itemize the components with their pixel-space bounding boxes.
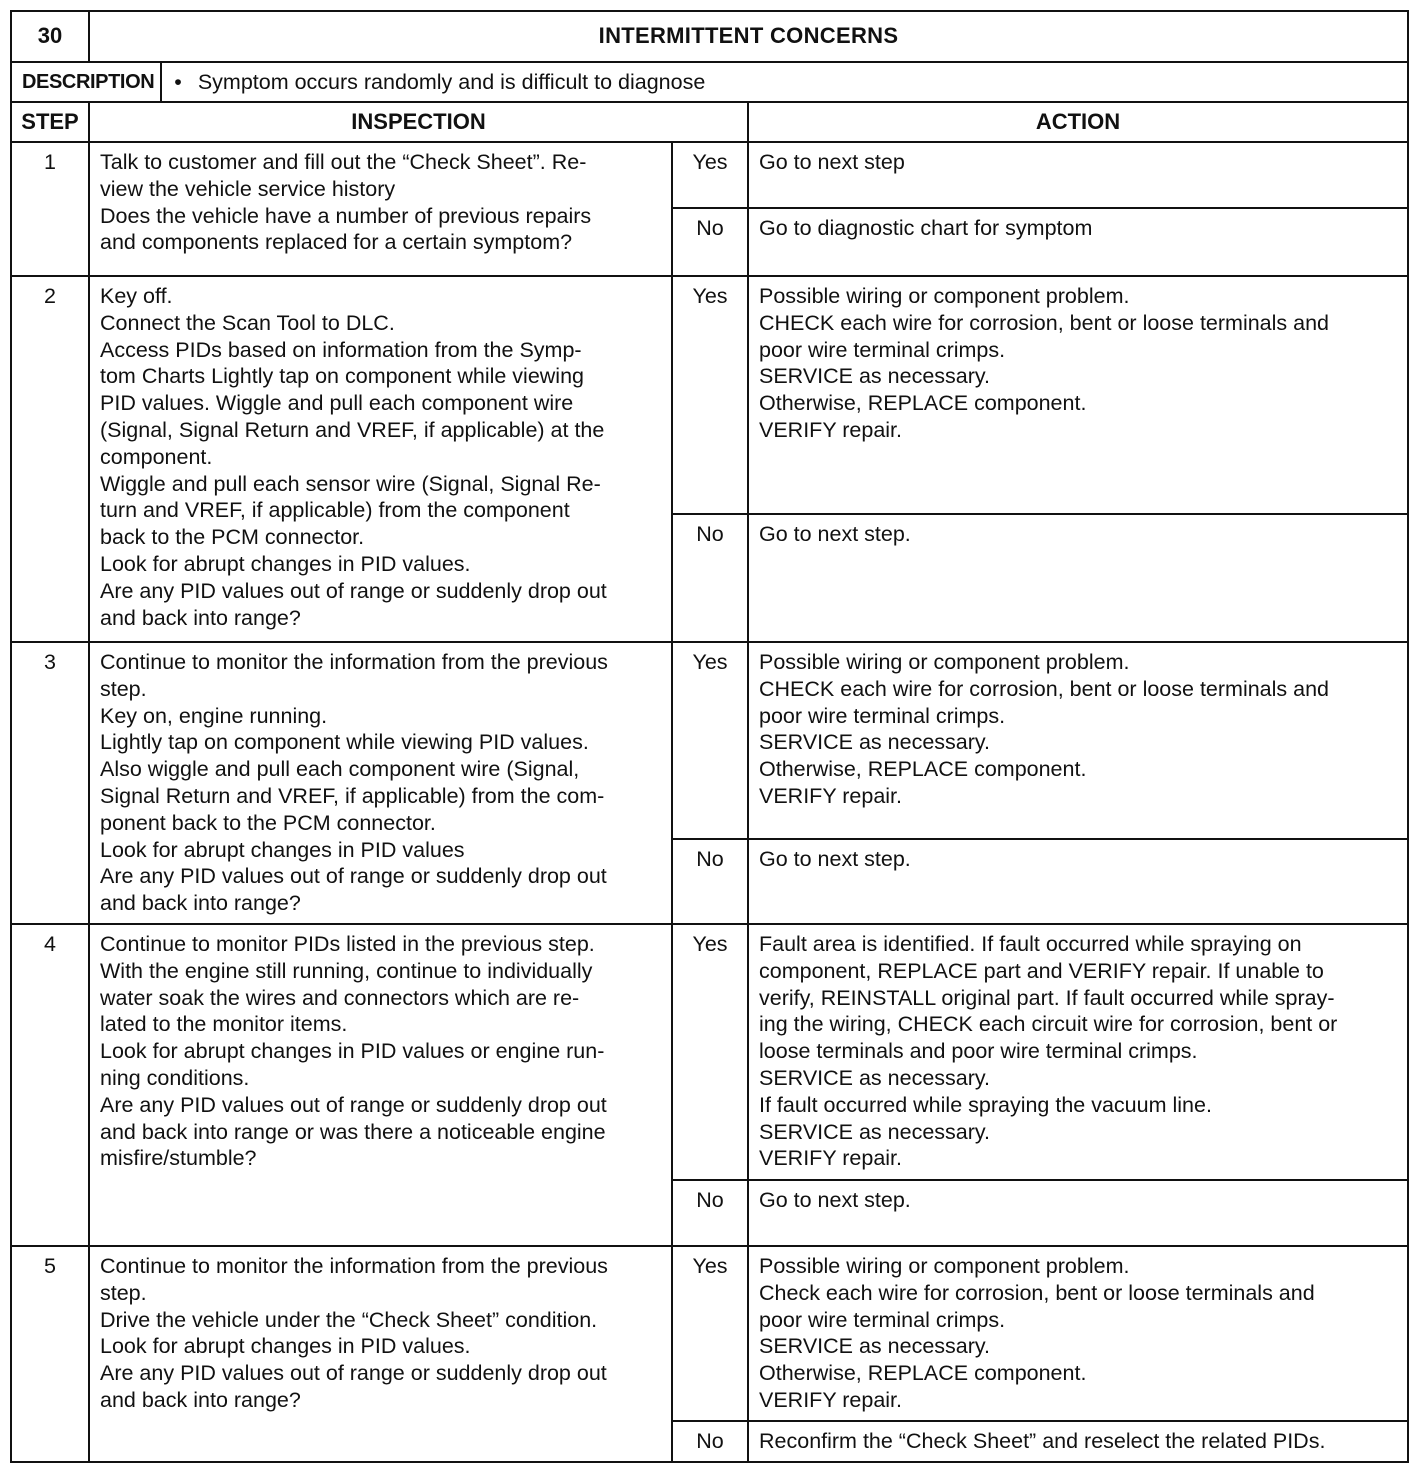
inspection-line: lated to the monitor items. [100,1012,348,1037]
inspection-line: and back into range? [100,1387,301,1412]
description-text: Symptom occurs randomly and is difficult to diagnose [197,69,706,94]
action-line: poor wire terminal crimps. [759,703,1006,728]
action-line: SERVICE as necessary. [759,1334,991,1359]
inspection-line: ponent back to the PCM connector. [100,810,436,835]
inspection-line: tom Charts Lightly tap on component while viewing [100,364,585,389]
inspection-line: Are any PID values out of range or suddenly drop out [100,1361,607,1386]
inspection-line: Lightly tap on component while viewing PID values. [100,730,589,755]
inspection-line: Key on, engine running. [100,703,328,728]
action-line: Go to diagnostic chart for symptom [759,216,1093,240]
column-header-row [11,102,1408,142]
inspection-line: (Signal, Signal Return and VREF, if applicable) at the [100,417,605,442]
no-action [748,514,1408,642]
action-line: VERIFY repair. [759,1146,902,1171]
inspection-line: and back into range? [100,891,301,916]
inspection-line: Access PIDs based on information from the Symp- [100,337,582,362]
inspection-line: Drive the vehicle under the “Check Sheet” condition. [100,1307,598,1332]
action-line: Go to next step. [759,522,911,546]
step-row-yes [11,642,1408,839]
inspection-line: water soak the wires and connectors which are re- [100,985,580,1010]
action-line: VERIFY repair. [759,1387,902,1412]
yes-label: Yes [672,142,748,208]
step-number: 1 [11,142,89,276]
column-header-step: STEP [11,102,89,142]
inspection-line: back to the PCM connector. [100,525,365,550]
diagnostic-table [10,10,1409,1463]
step-row-yes [11,1246,1408,1421]
yes-action [748,1246,1408,1421]
step-number: 5 [11,1246,89,1462]
description-label: DESCRIPTION [12,63,162,101]
step-inspection [89,1246,672,1462]
action-line: Otherwise, REPLACE component. [759,1361,1087,1386]
action-line: component, REPLACE part and VERIFY repair. If unable to [759,958,1324,983]
inspection-line: Are any PID values out of range or suddenly drop out [100,578,607,603]
action-line: SERVICE as necessary. [759,1065,991,1090]
action-line: VERIFY repair. [759,417,902,442]
action-line: SERVICE as necessary. [759,364,991,389]
action-line: ing the wiring, CHECK each circuit wire for corrosion, bent or [759,1012,1338,1037]
description-row [11,62,1408,102]
yes-label: Yes [672,642,748,839]
yes-label: Yes [672,276,748,514]
inspection-line: Wiggle and pull each sensor wire (Signal, Signal Re- [100,471,601,496]
step-inspection [89,276,672,642]
yes-action [748,142,1408,208]
action-line: Reconfirm the “Check Sheet” and reselect the related PIDs. [759,1428,1326,1453]
inspection-line: Are any PID values out of range or suddenly drop out [100,864,607,889]
action-line: If fault occurred while spraying the vacuum line. [759,1092,1212,1117]
inspection-line: Does the vehicle have a number of previous repairs [100,203,592,228]
inspection-line: Talk to customer and fill out the “Check Sheet”. Re- [100,150,587,174]
step-inspection [89,142,672,276]
inspection-line: turn and VREF, if applicable) from the component [100,498,570,523]
action-line: Possible wiring or component problem. [759,650,1130,674]
step-row-yes [11,276,1408,514]
no-label: No [672,839,748,924]
diagnostic-document [10,10,1407,1463]
action-line: Go to next step [759,150,905,174]
step-number: 2 [11,276,89,642]
inspection-line: ning conditions. [100,1065,250,1090]
inspection-line: Look for abrupt changes in PID values [100,837,465,862]
action-line: CHECK each wire for corrosion, bent or loose terminals and [759,676,1330,701]
no-action [748,208,1408,276]
inspection-line: and components replaced for a certain symptom? [100,230,573,255]
chart-number: 30 [11,11,89,62]
yes-action [748,924,1408,1180]
title-row [11,11,1408,62]
action-line: loose terminals and poor wire terminal crimps. [759,1039,1198,1064]
inspection-line: Key off. [100,284,173,308]
action-line: Possible wiring or component problem. [759,284,1130,308]
action-line: Check each wire for corrosion, bent or loose terminals and [759,1280,1315,1305]
inspection-line: step. [100,1280,147,1305]
inspection-line: Continue to monitor the information from the previous [100,1253,608,1278]
step-number: 4 [11,924,89,1246]
inspection-line: With the engine still running, continue to individually [100,958,593,983]
action-line: SERVICE as necessary. [759,730,991,755]
inspection-line: and back into range? [100,605,301,630]
inspection-line: PID values. Wiggle and pull each component wire [100,391,574,416]
step-inspection [89,924,672,1246]
action-line: Fault area is identified. If fault occurred while spraying on [759,931,1302,956]
inspection-line: Look for abrupt changes in PID values. [100,551,471,576]
yes-label: Yes [672,924,748,1180]
inspection-line: Continue to monitor PIDs listed in the previous step. [100,931,595,956]
inspection-line: Connect the Scan Tool to DLC. [100,310,395,335]
no-action [748,839,1408,924]
no-label: No [672,514,748,642]
page-title: INTERMITTENT CONCERNS [89,11,1408,62]
inspection-line: Continue to monitor the information from the previous [100,650,608,674]
action-line: poor wire terminal crimps. [759,1307,1006,1332]
column-header-action: ACTION [748,102,1408,142]
action-line: VERIFY repair. [759,783,902,808]
no-label: No [672,1421,748,1462]
inspection-line: Are any PID values out of range or suddenly drop out [100,1092,607,1117]
action-line: Go to next step. [759,847,911,872]
action-line: Otherwise, REPLACE component. [759,757,1087,782]
action-line: CHECK each wire for corrosion, bent or loose terminals and [759,310,1330,335]
step-row-yes [11,142,1408,208]
yes-action [748,276,1408,514]
inspection-line: component. [100,444,213,469]
inspection-line: Also wiggle and pull each component wire (Signal, [100,757,580,782]
description-cell [11,62,1408,102]
column-header-inspection: INSPECTION [89,102,748,142]
action-line: Possible wiring or component problem. [759,1253,1130,1278]
inspection-line: misfire/stumble? [100,1146,257,1171]
action-line: Otherwise, REPLACE component. [759,391,1087,416]
inspection-line: Look for abrupt changes in PID values or engine run- [100,1039,605,1064]
action-line: Go to next step. [759,1187,911,1212]
step-row-yes [11,924,1408,1180]
inspection-line: step. [100,676,147,701]
no-label: No [672,208,748,276]
description-text-wrap [162,63,705,101]
no-label: No [672,1180,748,1246]
step-inspection [89,642,672,924]
inspection-line: and back into range or was there a noticeable engine [100,1119,606,1144]
step-number: 3 [11,642,89,924]
bullet-icon: • [174,69,182,94]
no-action [748,1180,1408,1246]
yes-label: Yes [672,1246,748,1421]
yes-action [748,642,1408,839]
inspection-line: Look for abrupt changes in PID values. [100,1334,471,1359]
action-line: poor wire terminal crimps. [759,337,1006,362]
inspection-line: view the vehicle service history [100,176,396,201]
no-action [748,1421,1408,1462]
action-line: verify, REINSTALL original part. If fault occurred while spray- [759,985,1335,1010]
action-line: SERVICE as necessary. [759,1119,991,1144]
inspection-line: Signal Return and VREF, if applicable) from the com- [100,783,605,808]
